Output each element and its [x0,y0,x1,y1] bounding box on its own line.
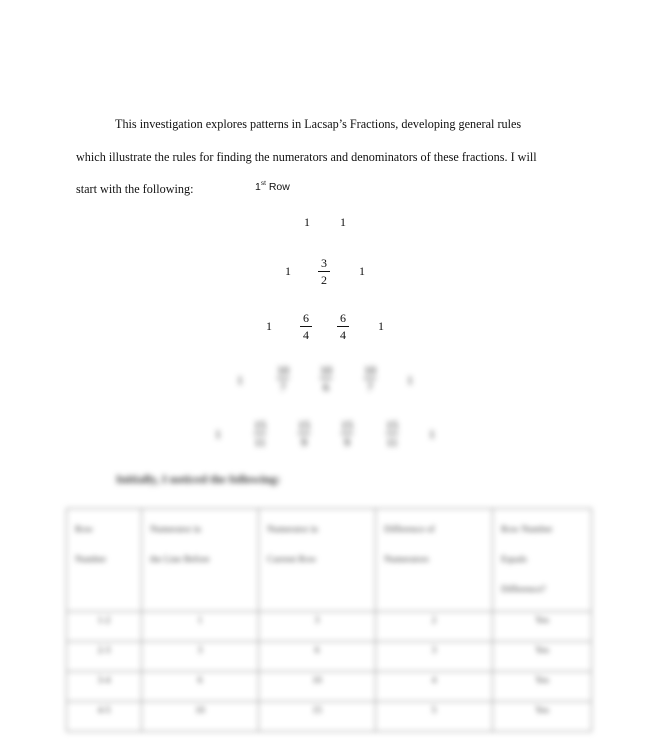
fraction-numerator: 15 [341,418,353,432]
row-label-ordinal: 1 [255,181,261,193]
header-line: Row Number [501,525,553,535]
fraction-denominator: 4 [340,328,346,342]
table-row [67,642,592,672]
table-cell: 3 [142,642,259,672]
table-cell: Yes [493,612,592,642]
table-cell: 4 [376,672,493,702]
table-caption: Initially, I noticed the following: [116,472,281,486]
fraction-numerator: 6 [340,311,346,325]
fraction-denominator: 6 [323,380,329,394]
header-line: Number [75,555,107,565]
row4-fraction-1 [273,363,293,394]
row3-fraction-2 [333,311,353,342]
row4-left: 1 [237,373,243,387]
table-cell: 2-3 [67,642,142,672]
row4-fraction-2 [316,363,336,394]
table-cell: 3-4 [67,672,142,702]
table-cell: 10 [142,702,259,732]
fraction-denominator: 7 [280,380,286,394]
table-cell: 1 [142,612,259,642]
header-line: Row [75,525,93,535]
fraction-bar [341,433,353,434]
header-line: the Line Before [150,555,210,565]
header-line: Difference? [501,585,546,595]
table-cell: 6 [142,672,259,702]
header-cell-row-number [67,509,142,612]
differences-table [66,508,592,732]
table-cell: Yes [493,672,592,702]
fraction-denominator: 9 [301,435,307,449]
fraction-denominator: 11 [386,435,398,449]
fraction-numerator: 10 [277,363,289,377]
row5-fraction-1 [250,418,270,449]
table-cell: 4-5 [67,702,142,732]
table-cell: 3 [376,642,493,672]
fraction-numerator: 10 [320,363,332,377]
fraction-bar [300,326,312,327]
fraction-bar [364,378,376,379]
row4-right: 1 [407,373,413,387]
fraction-denominator: 2 [321,273,327,287]
intro-line-2: which illustrate the rules for finding the numerators and denominators of these fractions. I will [76,149,537,164]
row5-left: 1 [215,427,221,441]
header-line: Numerator in [150,525,201,535]
table-header-row [67,509,592,612]
table-cell: 2 [376,612,493,642]
header-cell-numerator-before [142,509,259,612]
table-row [67,612,592,642]
fraction-bar [386,433,398,434]
row5-right: 1 [429,427,435,441]
fraction-numerator: 6 [303,311,309,325]
header-line: Numerators [384,555,429,565]
header-cell-row-equals-difference [493,509,592,612]
fraction-numerator: 15 [386,418,398,432]
fraction-denominator: 7 [367,380,373,394]
table-row [67,672,592,702]
table-cell: 5 [376,702,493,732]
row5-fraction-3 [337,418,357,449]
row1-right: 1 [340,215,346,229]
header-cell-difference [376,509,493,612]
first-row-label [255,180,290,193]
header-line: Difference of [384,525,435,535]
row2-left: 1 [285,264,291,278]
fraction-numerator: 15 [254,418,266,432]
row-label-word: Row [268,181,290,193]
fraction-bar [254,433,266,434]
table-cell: 6 [259,642,376,672]
row4-fraction-3 [360,363,380,394]
fraction-bar [277,378,289,379]
row3-fraction-1 [296,311,316,342]
header-line: Numerator in [267,525,318,535]
fraction-bar [320,378,332,379]
fraction-bar [337,326,349,327]
intro-paragraph [76,108,576,206]
fraction-bar [318,271,330,272]
table-cell: Yes [493,702,592,732]
fraction-denominator: 4 [303,328,309,342]
fraction-numerator: 3 [321,256,327,270]
table-cell: 15 [259,702,376,732]
fraction-numerator: 15 [298,418,310,432]
row3-right: 1 [378,319,384,333]
intro-line-1: This investigation explores patterns in Lacsap’s Fractions, developing general rules [115,117,522,131]
row1-left: 1 [304,215,310,229]
row2-fraction [314,256,334,287]
table-cell: 1-2 [67,612,142,642]
row5-fraction-2 [294,418,314,449]
intro-line-3: start with the following: [76,182,194,196]
fraction-denominator: 9 [344,435,350,449]
fraction-bar [298,433,310,434]
header-cell-numerator-current [259,509,376,612]
table-cell: 3 [259,612,376,642]
row3-left: 1 [266,319,272,333]
row5-fraction-4 [382,418,402,449]
table-row [67,702,592,732]
table-cell: Yes [493,642,592,672]
header-line: Current Row [267,555,317,565]
row2-right: 1 [359,264,365,278]
table-cell: 10 [259,672,376,702]
fraction-denominator: 11 [254,435,266,449]
fraction-numerator: 10 [364,363,376,377]
header-line: Equals [501,555,527,565]
row-label-suffix: st [260,180,266,187]
